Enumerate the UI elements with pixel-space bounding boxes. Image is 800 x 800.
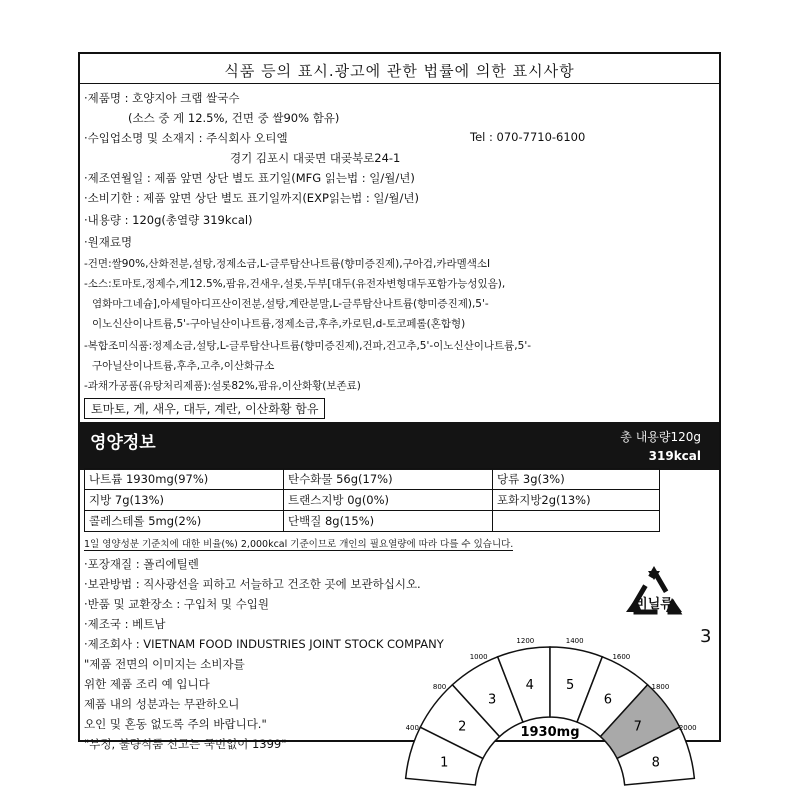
page-number: 3 <box>700 626 712 647</box>
gauge-segment-label: 6 <box>603 692 612 708</box>
country-of-origin: ·제조국 : 베트남 <box>84 617 166 631</box>
ingredients-sauce-1: -소스:토마토,정제수,게12.5%,팜유,건새우,설롯,두부[대두(유전자변형대두포함가능성있음), <box>84 278 506 290</box>
image-notice-4: 오인 및 혼동 없도록 주의 바랍니다." <box>84 717 267 731</box>
product-content-note: (소스 중 게 12.5%, 건면 중 쌀90% 함유) <box>128 111 340 125</box>
importer-phone: Tel : 070-7710-6100 <box>470 130 586 144</box>
ingredients-heading: ·원재료명 <box>84 235 133 249</box>
nutrient-cell: 단백질 8g(15%) <box>284 511 493 532</box>
image-notice-1: "제품 전면의 이미지는 소비자를 <box>84 657 245 671</box>
return-place: ·반품 및 교환장소 : 구입처 및 수입원 <box>84 597 269 611</box>
product-name: ·제품명 : 호양지아 크랩 쌀국수 <box>84 91 240 105</box>
nutrition-title: 영양정보 <box>90 433 156 453</box>
nutrient-cell: 당류 3g(3%) <box>493 469 660 490</box>
nutrition-table <box>84 468 660 532</box>
packaging-material: ·포장재질 : 폴리에틸렌 <box>84 557 199 571</box>
importer: ·수입업소명 및 소재지 : 주식회사 오티엘 <box>84 131 288 145</box>
gauge-segment-label: 5 <box>566 677 575 693</box>
allergen-box: 토마토, 게, 새우, 대두, 계란, 이산화황 함유 <box>84 398 325 419</box>
recycle-label: 비닐류 <box>635 597 673 612</box>
ingredients-noodles: -건면:쌀90%,산화전분,설탕,정제소금,L-글루탐산나트륨(향미증진제),구아검,카라멜색소I <box>84 258 491 270</box>
nutrition-total: 총 내용량120g <box>620 430 701 444</box>
sodium-gauge <box>400 632 700 771</box>
importer-address: 경기 김포시 대곶면 대곶북로24-1 <box>230 151 401 165</box>
food-label <box>78 52 721 771</box>
nutrient-cell: 탄수화물 56g(17%) <box>284 469 493 490</box>
label-title: 식품 등의 표시.광고에 관한 법률에 의한 표시사항 <box>224 62 575 80</box>
manufacturer: ·제조회사 : VIETNAM FOOD INDUSTRIES JOINT STOCK COMPANY <box>84 637 444 651</box>
ingredients-shallot: -과채가공품(유탕처리제품):설롯82%,팜유,이산화황(보존료) <box>84 380 361 392</box>
gauge-segment-label: 4 <box>525 677 534 693</box>
gauge-tick-label: 1800 <box>651 683 670 692</box>
nutrient-cell: 나트륨 1930mg(97%) <box>85 469 284 490</box>
gauge-tick-label: 1000 <box>469 652 488 661</box>
ingredients-seasoning-2: 구아닐산이나트륨,후추,고추,이산화규소 <box>92 360 275 372</box>
recycle-icon <box>618 566 690 636</box>
ingredients-seasoning-1: -복합조미식품:정제소금,설탕,L-글루탐산나트륨(향미증진제),건파,건고추,5'-이노신산이나트륨,5'- <box>84 340 532 352</box>
nutrient-cell: 콜레스테롤 5mg(2%) <box>85 511 284 532</box>
image-notice-3: 제품 내의 성분과는 무관하오니 <box>84 697 240 711</box>
nutrient-cell <box>493 511 660 532</box>
gauge-segment-label: 1 <box>440 755 449 771</box>
image-notice-2: 위한 제품 조리 예 입니다 <box>84 677 210 691</box>
expiry-date: ·소비기한 : 제품 앞면 상단 별도 표기일까지(EXP읽는법 : 일/월/년) <box>84 191 419 205</box>
gauge-segment-label: 8 <box>651 755 660 771</box>
gauge-tick-label: 1200 <box>516 637 535 646</box>
nutrition-header <box>80 422 719 470</box>
net-content: ·내용량 : 120g(총열량 319kcal) <box>84 213 253 227</box>
manufacture-date: ·제조연월일 : 제품 앞면 상단 별도 표기일(MFG 읽는법 : 일/월/년) <box>84 171 415 185</box>
nutrient-cell: 지방 7g(13%) <box>85 490 284 511</box>
ingredients-sauce-2: 염화마그네슘],아세틸아디프산이전분,설탕,계란분말,L-글루탐산나트륨(향미증진제),5'- <box>92 298 489 310</box>
title-divider <box>80 83 719 84</box>
nutrition-kcal: 319kcal <box>648 449 701 463</box>
ingredients-sauce-3: 이노신산이나트륨,5'-구아닐산이나트륨,정제소금,후추,카로틴,d-토코페롤(혼합형) <box>92 318 466 330</box>
nutrient-cell: 트랜스지방 0g(0%) <box>284 490 493 511</box>
nutrient-cell: 포화지방2g(13%) <box>493 490 660 511</box>
nutrition-note: 1일 영양성분 기준치에 대한 비율(%) 2,000kcal 기준이므로 개인의 필요열량에 따라 다를 수 있습니다. <box>84 536 513 551</box>
gauge-segment-label: 7 <box>633 719 642 735</box>
gauge-segment-label: 3 <box>488 692 497 708</box>
gauge-tick-label: 800 <box>432 683 447 692</box>
gauge-tick-label: 2000 <box>678 724 697 733</box>
gauge-tick-label: 1600 <box>612 652 631 661</box>
table-row <box>85 469 660 490</box>
report-hotline: "부정, 불량식품 신고는 국번없이 1399" <box>84 737 287 751</box>
table-row <box>85 511 660 532</box>
storage-method: ·보관방법 : 직사광선을 피하고 서늘하고 건조한 곳에 보관하십시오. <box>84 577 421 591</box>
gauge-segment-label: 2 <box>458 719 467 735</box>
gauge-value: 1930mg <box>520 725 580 740</box>
gauge-tick-label: 400 <box>405 724 419 733</box>
table-row <box>85 490 660 511</box>
gauge-tick-label: 1400 <box>565 637 584 646</box>
